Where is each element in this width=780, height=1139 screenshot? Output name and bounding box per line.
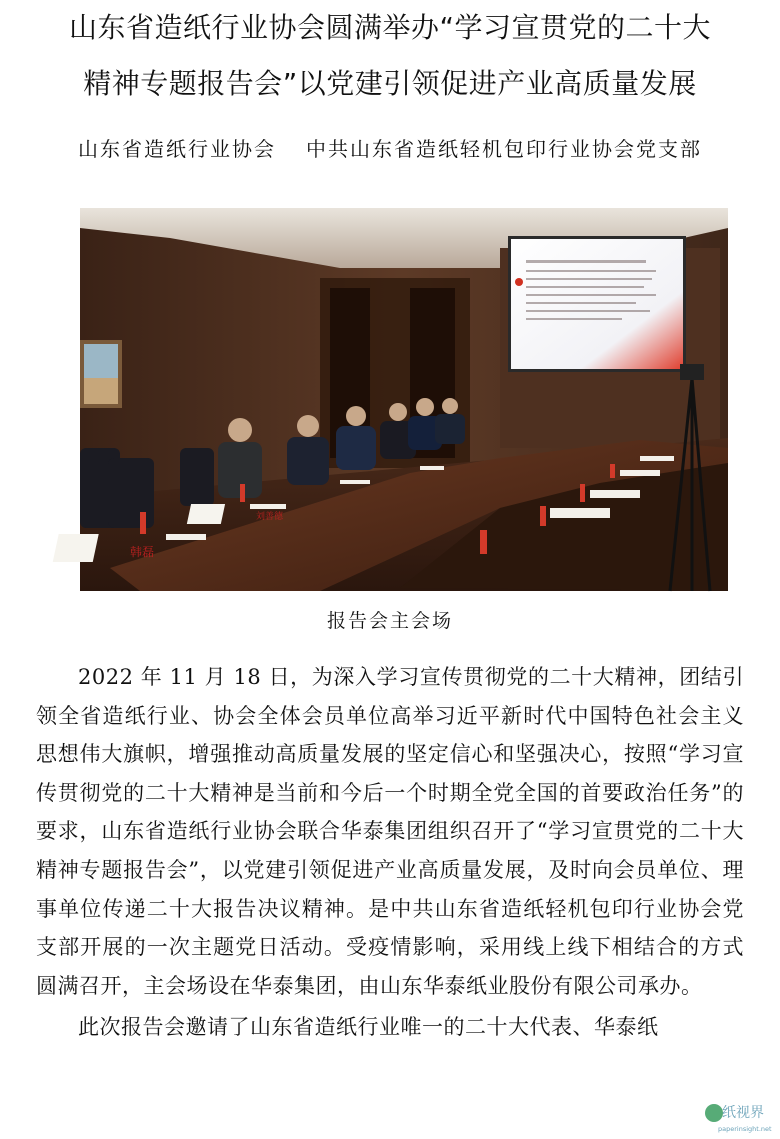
body-paragraph-2: 此次报告会邀请了山东省造纸行业唯一的二十大代表、华泰纸 [78,1015,659,1040]
watermark-leaf-icon [705,1104,723,1122]
author-org-association: 山东省造纸行业协会 [78,137,276,161]
watermark-url: paperinsight.net [718,1125,772,1133]
article-title-line-2: 精神专题报告会”以党建引领促进产业高质量发展 [83,67,697,100]
body-paragraph-1: 2022 年 11 月 18 日，为深入学习宣传贯彻党的二十大精神，团结引领全省造纸行业、协会全体会员单位高举习近平新时代中国特色社会主义思想伟大旗帜，增强推动高质量发展的坚定信心和坚强决心，按照“学习宣传贯彻党的二十大精神是当前和今后一个时期全党全国的首要政治任务”的要求，山东省造纸行业协会联合华泰集团组织召开了“学习宣贯党的二十大精神专题报告会”，以党建引领促进产业高质量发展，及时向会员单位、理事单位传递二十大报告决议精神。是中共山东省造纸轻机包印行业协会党支部开展的一次主题党日活动。受疫情影响，采用线上线下相结合的方式圆满召开，主会场设在华泰集团，由山东华泰纸业股份有限公司承办。 [36,665,744,998]
meeting-room-illustration [80,208,728,591]
author-organizations [0,133,780,162]
photo-caption: 报告会主会场 [326,610,453,632]
article-body [36,658,744,1047]
meeting-photo [80,208,728,591]
watermark-text: 纸视界 [722,1105,764,1121]
name-card-1: 韩磊 [130,545,155,559]
name-card-2: 刘善德 [256,512,284,522]
watermark-logo [704,1097,772,1135]
article-title-line-1: 山东省造纸行业协会圆满举办“学习宣贯党的二十大 [68,11,711,44]
author-org-party-branch: 中共山东省造纸轻机包印行业协会党支部 [306,137,702,161]
